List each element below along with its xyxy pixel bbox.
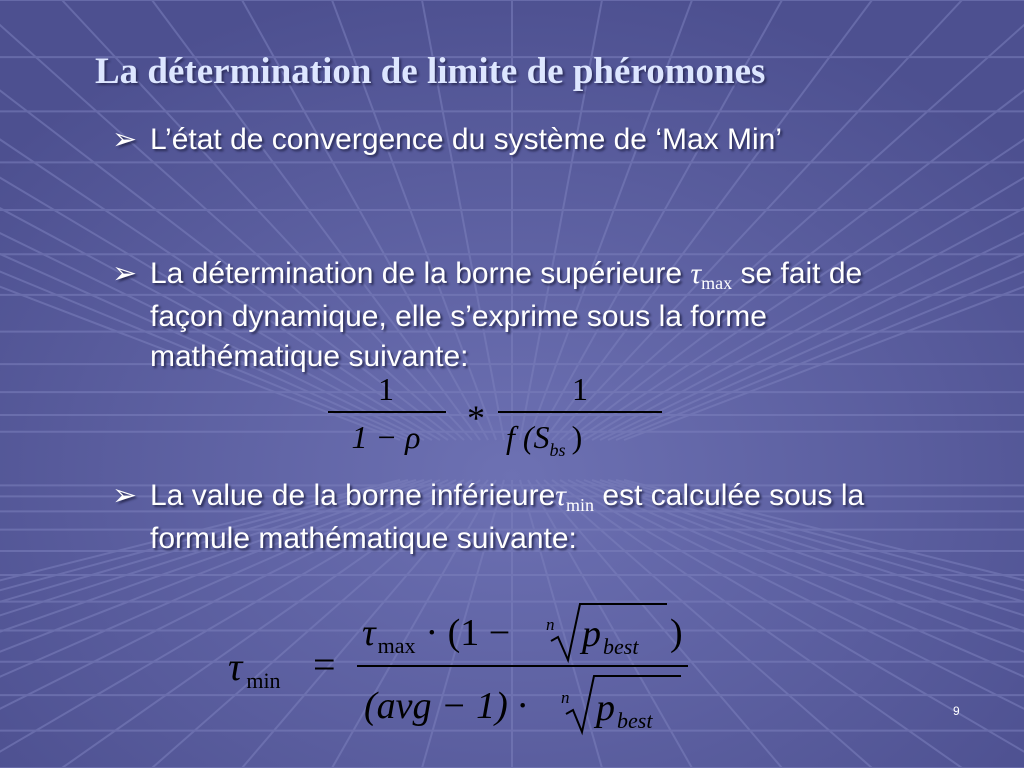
formula1-num1: 1 — [378, 371, 394, 407]
slide-number: 9 — [953, 704, 960, 718]
formula2-num-tau: τ — [362, 612, 376, 654]
formula2-root-index: n — [546, 615, 555, 634]
bullet-text: La détermination de la borne supérieure — [150, 257, 683, 290]
formula2-den-open: (avg − 1) · — [364, 685, 527, 727]
formula1-den2-sub: bs — [549, 440, 566, 460]
bullet-text-continued: se fait de façon dynamique, elle s’exprime sous la forme mathématique suivante: — [150, 257, 863, 373]
formula1-den2-close: ) — [571, 419, 583, 455]
arrow-bullet-icon: ➢ — [112, 256, 138, 291]
bullet-convergence — [112, 120, 912, 160]
tau-subscript: max — [701, 273, 733, 293]
formula2-p-sub: best — [603, 634, 639, 659]
bullet-text: La value de la borne inférieure — [150, 479, 556, 512]
formula2-lhs-sub: min — [246, 668, 281, 693]
formula2-den-p-main: p — [596, 687, 615, 729]
formula1-num2: 1 — [572, 371, 588, 407]
tau-symbol: τ — [555, 479, 567, 512]
bullet-lower-bound — [112, 476, 912, 559]
arrow-bullet-icon: ➢ — [112, 478, 138, 513]
bullet-text-continued: est calculée sous la formule mathématique suivante: — [150, 479, 865, 555]
arrow-bullet-icon: ➢ — [112, 122, 138, 157]
formula2-num-rest: · (1 − — [425, 612, 511, 654]
formula2-den-root-index: n — [561, 688, 570, 707]
bullet-upper-bound — [112, 254, 912, 377]
formula2-num-tau-sub: max — [377, 633, 416, 658]
formula2-p: p — [582, 613, 601, 655]
formula1-operator: * — [467, 398, 485, 438]
formula2-equals: = — [313, 642, 336, 687]
bullet-text: L’état de convergence du système de ‘Max Min’ — [150, 123, 783, 156]
formula1-den1: 1 − ρ — [351, 419, 421, 455]
formula2-num-close: ) — [670, 612, 683, 654]
tau-symbol: τ — [690, 257, 702, 290]
slide-title: La détermination de limite de phéromones — [95, 51, 766, 92]
formula1-den2-main: f (S — [506, 419, 550, 455]
formula2-den-p-sub: best — [617, 708, 653, 733]
formula2-lhs-tau: τ — [228, 644, 243, 689]
tau-subscript: min — [566, 495, 595, 515]
